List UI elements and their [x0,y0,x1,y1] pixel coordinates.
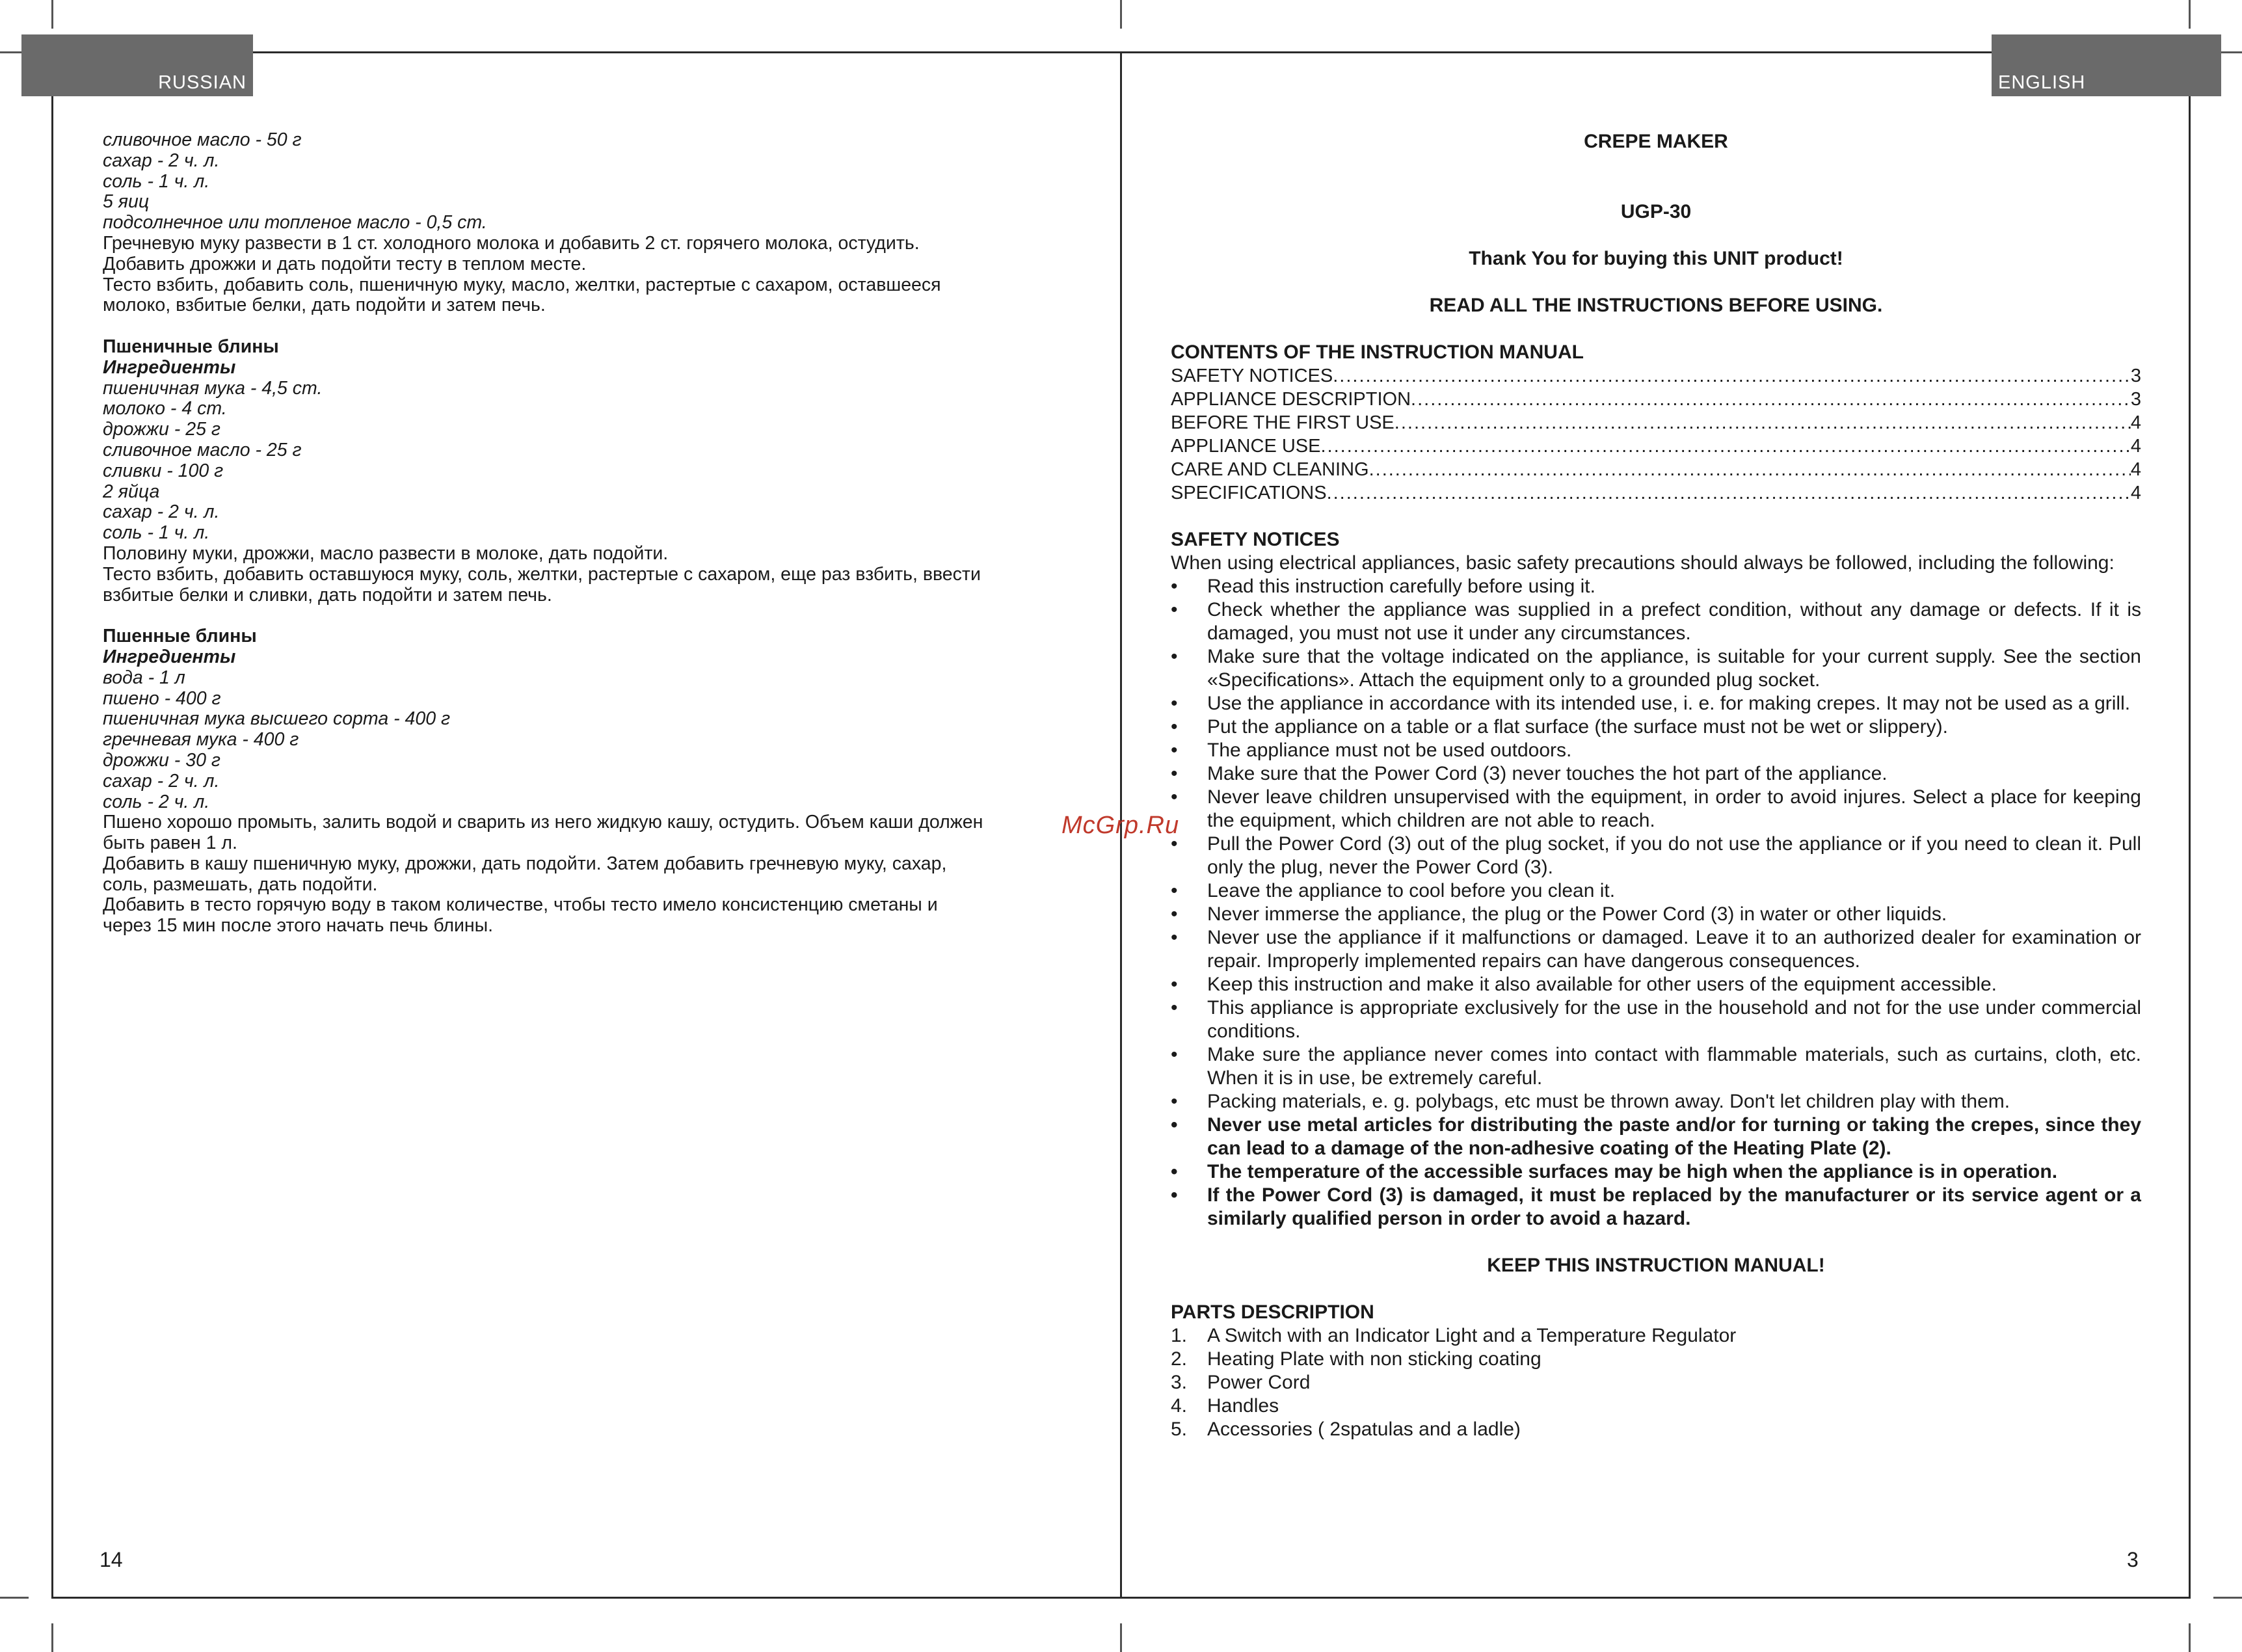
crop-mark [2189,0,2191,29]
bullet-mark: • [1171,1044,1178,1065]
safety-item [1171,598,2141,645]
bullet-mark: • [1171,927,1178,948]
part-text: Handles [1207,1395,1279,1417]
crop-mark [51,1623,53,1652]
safety-item [1171,879,2141,903]
safety-item-text: Put the appliance on a table or a flat surface (the surface must not be wet or slippery). [1207,716,1948,738]
toc-page: 4 [2130,436,2141,457]
recipe-text-line: быть равен 1 л. [103,833,237,854]
recipe-text-line: через 15 мин после этого начать печь блины. [103,916,494,937]
crop-mark [2213,1597,2242,1599]
bullet-mark: • [1171,786,1178,808]
crop-mark [2189,1623,2191,1652]
safety-item-text: The temperature of the accessible surfaces may be high when the appliance is in operation. [1207,1161,2058,1182]
toc-page: 4 [2130,483,2141,503]
ingredients-heading: Ингредиенты [103,646,236,667]
part-item [1171,1418,2141,1441]
russian-page [103,130,1072,937]
bullet-mark: • [1171,576,1178,597]
language-tab-english [1992,34,2221,96]
contents-heading: CONTENTS OF THE INSTRUCTION MANUAL [1171,341,1584,363]
toc-entry [1171,388,2141,411]
part-number: 1. [1171,1325,1188,1346]
ingredients-heading: Ингредиенты [103,357,236,378]
toc-page: 3 [2130,389,2141,410]
bullet-mark: • [1171,903,1178,925]
toc-label: BEFORE THE FIRST USE [1171,412,1395,433]
watermark: McGrp.Ru [1061,812,1180,839]
toc-label: CARE AND CLEANING [1171,459,1369,480]
ingredient-line: вода - 1 л [103,667,185,688]
page-number-left: 14 [100,1548,123,1571]
model-number: UGP-30 [1620,201,1692,222]
recipe-text-line: соль, размешать, дать подойти. [103,874,378,895]
bullet-mark: • [1171,646,1178,667]
safety-item-text: Keep this instruction and make it also available for other users of the equipment accessible. [1207,974,1997,995]
bullet-mark: • [1171,1161,1178,1182]
language-tab-label: ENGLISH [1998,72,2086,93]
safety-warning-item [1171,1113,2141,1160]
language-tab-label: RUSSIAN [158,72,247,93]
product-title: CREPE MAKER [1584,131,1728,152]
ingredient-line: дрожжи - 25 г [103,420,220,440]
safety-item [1171,926,2141,973]
safety-item-text: Never use the appliance if it malfunctions or damaged. Leave it to an authorized dealer for examination or repair. Improperly implemented repairs can have dangerous consequences. [1207,927,2141,972]
safety-item-text: The appliance must not be used outdoors. [1207,739,1572,761]
safety-list [1171,575,2141,1231]
recipe-title: Пшенные блины [103,626,257,647]
part-item [1171,1324,2141,1348]
recipe-text-line: Половину муки, дрожжи, масло развести в молоке, дать подойти. [103,543,669,564]
ingredient-line: сливочное масло - 50 г [103,130,302,150]
recipe-text-line: Гречневую муку развести в 1 ст. холодного молока и добавить 2 ст. горячего молока, остудить. [103,233,920,254]
bullet-mark: • [1171,880,1178,901]
ingredient-line: дрожжи - 30 г [103,750,220,771]
bullet-mark: • [1171,1184,1178,1206]
safety-item [1171,645,2141,692]
toc-entry [1171,434,2141,458]
safety-item-text: Make sure the appliance never comes into contact with flammable materials, such as curtains, cloth, etc. When it is in use, be extremely careful. [1207,1044,2141,1089]
toc-entry [1171,364,2141,388]
toc-label: SPECIFICATIONS [1171,483,1327,503]
safety-item [1171,739,2141,762]
part-text: Heating Plate with non sticking coating [1207,1348,1541,1370]
ingredient-line: сахар - 2 ч. л. [103,771,220,792]
recipe-text-line: Добавить в тесто горячую воду в таком количестве, чтобы тесто имело консистенцию сметаны и [103,895,938,916]
safety-item-text: Never immerse the appliance, the plug or the Power Cord (3) in water or other liquids. [1207,903,1947,925]
ingredient-line: сахар - 2 ч. л. [103,150,220,171]
part-number: 3. [1171,1372,1188,1393]
safety-intro: When using electrical appliances, basic safety precautions should always be followed, including the following: [1171,552,2115,574]
ingredient-line: пшеничная мука высшего сорта - 400 г [103,709,451,730]
bullet-mark: • [1171,739,1178,761]
crop-mark [1120,1623,1122,1652]
safety-item-text: Pull the Power Cord (3) out of the plug socket, if you do not use the appliance or if you need to clean it. Pull only the plug, never the Power Cord (3). [1207,833,2141,878]
safety-item [1171,973,2141,996]
recipe-text-line: Тесто взбить, добавить соль, пшеничную муку, масло, желтки, растертые с сахаром, оставшееся [103,274,941,295]
recipe-text-line: взбитые белки и сливки, дать подойти и затем печь. [103,585,552,606]
part-number: 5. [1171,1419,1188,1440]
bullet-mark: • [1171,1114,1178,1136]
recipe-text-line: Добавить в кашу пшеничную муку, дрожжи, дать подойти. Затем добавить гречневую муку, сахар, [103,853,947,874]
part-item [1171,1371,2141,1394]
ingredient-line: соль - 1 ч. л. [103,523,210,544]
read-instructions-line: READ ALL THE INSTRUCTIONS BEFORE USING. [1429,295,1883,316]
safety-item-text: Read this instruction carefully before using it. [1207,576,1595,597]
ingredient-line: подсолнечное или топленое масло - 0,5 ст. [103,213,487,233]
safety-item [1171,1043,2141,1090]
safety-item-text: Make sure that the voltage indicated on the appliance, is suitable for your current supply. See the section «Specifications». Attach the equipment only to a grounded plug socket. [1207,646,2141,691]
toc-label: SAFETY NOTICES [1171,366,1333,386]
parts-heading: PARTS DESCRIPTION [1171,1301,1374,1323]
safety-item-text: Check whether the appliance was supplied in a prefect condition, without any damage or defects. If it is damaged, you must not use it under any circumstances. [1207,599,2141,644]
page-number-right: 3 [2127,1548,2139,1571]
part-number: 4. [1171,1395,1188,1417]
ingredient-line: 5 яиц [103,192,150,213]
recipe-title: Пшеничные блины [103,336,279,357]
safety-item [1171,786,2141,833]
part-item [1171,1394,2141,1418]
toc-entry [1171,481,2141,505]
safety-item-text: If the Power Cord (3) is damaged, it must be replaced by the manufacturer or its service agent or a similarly qualified person in order to avoid a hazard. [1207,1184,2141,1229]
part-text: Accessories ( 2spatulas and a ladle) [1207,1419,1521,1440]
recipe-text-line: Тесто взбить, добавить оставшуюся муку, соль, желтки, растертые с сахаром, еще раз взбить, ввести [103,564,981,585]
part-item [1171,1348,2141,1371]
english-page [1171,130,2141,1441]
ingredient-line: гречневая мука - 400 г [103,730,299,751]
safety-item-text: Leave the appliance to cool before you clean it. [1207,880,1616,901]
toc-page: 3 [2130,366,2141,386]
safety-item [1171,692,2141,715]
ingredient-line: сливочное масло - 25 г [103,440,302,460]
bullet-mark: • [1171,1091,1178,1112]
bullet-mark: • [1171,974,1178,995]
crop-mark [51,0,53,29]
safety-item-text: Use the appliance in accordance with its intended use, i. e. for making crepes. It may not be used as a grill. [1207,693,2131,714]
toc-label: APPLIANCE DESCRIPTION [1171,389,1411,410]
language-tab-russian [21,34,253,96]
safety-item [1171,575,2141,598]
thank-you-line: Thank You for buying this UNIT product! [1469,248,1843,269]
bullet-mark: • [1171,763,1178,784]
safety-item [1171,762,2141,786]
safety-item [1171,715,2141,739]
bullet-mark: • [1171,693,1178,714]
ingredient-line: соль - 2 ч. л. [103,792,210,812]
safety-item-text: Packing materials, e. g. polybags, etc must be thrown away. Don't let children play with them. [1207,1091,2010,1112]
toc-entry [1171,411,2141,434]
safety-item-text: Never leave children unsupervised with the equipment, in order to avoid injures. Select a place for keeping the equipment, which children are not able to reach. [1207,786,2141,831]
bullet-mark: • [1171,599,1178,620]
bullet-mark: • [1171,716,1178,738]
safety-item [1171,833,2141,879]
parts-list [1171,1324,2141,1441]
ingredient-line: пшено - 400 г [103,688,221,709]
safety-warning-item [1171,1160,2141,1184]
part-text: A Switch with an Indicator Light and a Temperature Regulator [1207,1325,1737,1346]
safety-item-text: Make sure that the Power Cord (3) never touches the hot part of the appliance. [1207,763,1888,784]
safety-item-text: This appliance is appropriate exclusively for the use in the household and not for the use under commercial conditions. [1207,997,2141,1042]
toc-page: 4 [2130,412,2141,433]
ingredient-line: 2 яйца [103,481,160,502]
safety-heading: SAFETY NOTICES [1171,529,1340,550]
recipe-text-line: Пшено хорошо промыть, залить водой и сварить из него жидкую кашу, остудить. Объем каши должен [103,812,983,833]
part-number: 2. [1171,1348,1188,1370]
toc-label: APPLIANCE USE [1171,436,1321,457]
bullet-mark: • [1171,833,1178,855]
crop-mark [0,1597,29,1599]
bullet-mark: • [1171,997,1178,1019]
crop-mark [1120,0,1122,29]
ingredient-line: сахар - 2 ч. л. [103,502,220,523]
toc-page: 4 [2130,459,2141,480]
safety-item [1171,996,2141,1043]
ingredient-line: сливки - 100 г [103,460,224,481]
ingredient-line: соль - 1 ч. л. [103,171,210,192]
safety-warning-item [1171,1184,2141,1231]
safety-item [1171,1090,2141,1113]
toc-entry [1171,458,2141,481]
recipe-text-line: молоко, взбитые белки, дать подойти и затем печь. [103,295,546,316]
safety-item [1171,903,2141,926]
ingredient-line: пшеничная мука - 4,5 ст. [103,378,323,399]
ingredient-line: молоко - 4 ст. [103,399,227,420]
keep-manual-line: KEEP THIS INSTRUCTION MANUAL! [1487,1255,1825,1276]
part-text: Power Cord [1207,1372,1311,1393]
recipe-text-line: Добавить дрожжи и дать подойти тесту в теплом месте. [103,254,587,274]
safety-item-text: Never use metal articles for distributing the paste and/or for turning or taking the crepes, since they can lead to a damage of the non-adhesive coating of the Heating Plate (2). [1207,1114,2141,1159]
